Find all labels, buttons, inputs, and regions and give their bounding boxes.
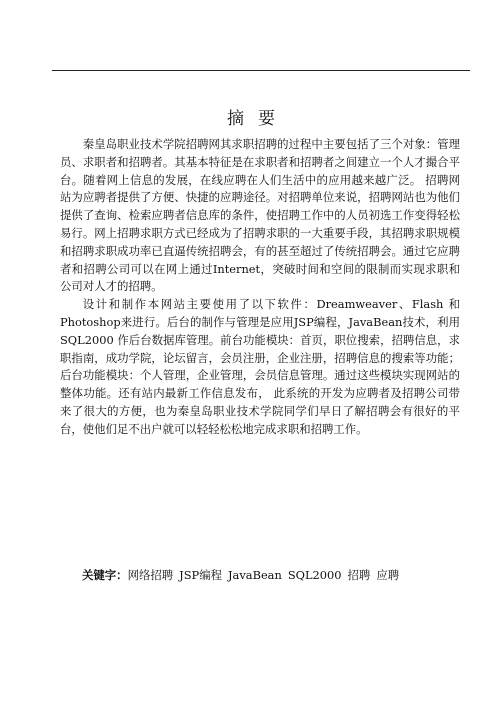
abstract-paragraph-2: 设计和制作本网站主要使用了以下软件：Dreamweaver、Flash 和Photoshop来进行。后台的制作与管理是应用JSP编程，JavaBean技术，利用 SQL2000 作后台数据库管理。前台功能模块：首页，职位搜索，招聘信息，求职指南，成功学院，论坛留言，会员注册，企业注册，招聘信息的搜索等功能；后台功能模块：个人管理，企业管理，会员信息管理。通过这些模块实现网站的整体功能。还有站内最新工作信息发布， 此系统的开发为应聘者及招聘公司带来了很大的方便，也为秦皇岛职业技术学院同学们早日了解招聘会有很好的平台，使他们足不出户就可以轻轻松松地完成求职和招聘工作。 (60, 297, 460, 436)
keyword-item: 应聘 (376, 568, 400, 582)
keyword-item: SQL2000 (287, 568, 342, 582)
keywords-line (82, 567, 462, 584)
header-rule (52, 70, 470, 71)
keywords-label: 关键字： (82, 568, 128, 582)
abstract-title: 摘要 (227, 109, 289, 129)
keyword-item: JavaBean (227, 568, 282, 582)
keyword-item: JSP编程 (179, 568, 222, 582)
abstract-body (60, 136, 460, 439)
keyword-item: 网络招聘 (127, 568, 174, 582)
keyword-item: 招聘 (347, 568, 371, 582)
abstract-paragraph-1: 秦皇岛职业技术学院招聘网其求职招聘的过程中主要包括了三个对象：管理员、求职者和招聘者。其基本特征是在求职者和招聘者之间建立一个人才撮合平台。随着网上信息的发展，在线应聘在人们生活中的应用越来越广泛。 招聘网站为应聘者提供了方便、快捷的应聘途径。对招聘单位来说，招聘网站也为他们提供了查询、检索应聘者信息库的条件，使招聘工作中的人员初选工作变得轻松易行。网上招聘求职方式已经成为了招聘求职的一大重要手段，其招聘求职规模和招聘求职成功率已直逼传统招聘会，有的甚至超过了传统招聘会。通过它应聘者和招聘公司可以在网上通过Internet，突破时间和空间的限制而实现求职和公司对人才的招聘。 (60, 137, 460, 294)
